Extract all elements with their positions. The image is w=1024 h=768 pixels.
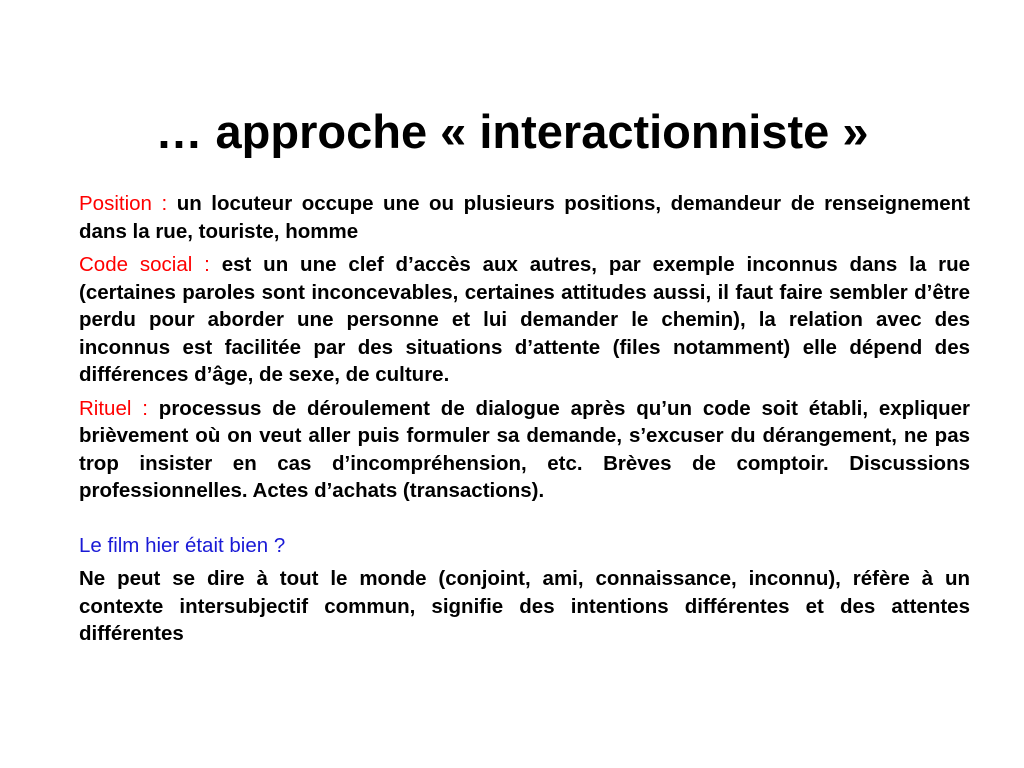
text-position: un locuteur occupe une ou plusieurs positions, demandeur de renseignement dans la rue, touriste, homme — [79, 192, 970, 243]
text-rituel: processus de déroulement de dialogue après qu’un code soit établi, expliquer brièvement où on veut aller puis formuler sa demande, s’excuser du dérangement, ne pas trop insister en cas d’incompréhension, etc. Brèves de comptoir. Discussions professionnelles. Actes d’achats (transactions). — [79, 396, 971, 502]
example-question — [79, 532, 970, 560]
label-position: Position : — [79, 192, 168, 215]
slide-title: … approche « interactionniste » — [155, 105, 869, 158]
label-code-social: Code social : — [79, 253, 210, 276]
text-code-social: est un une clef d’accès aux autres, par exemple inconnus dans la rue (certaines paroles sont inconcevables, certaines attitudes aussi, il faut faire sembler d’être perdu pour aborder une personne et lui demander le chemin), la relation avec des inconnus est facilitée par des situations d’attente (files notamment) elle dépend des différences d’âge, de sexe, de culture. — [79, 253, 971, 386]
example-explanation-text: Ne peut se dire à tout le monde (conjoint, ami, connaissance, inconnu), réfère à un contexte intersubjectif commun, signifie des intentions différentes et des attentes différentes — [79, 567, 970, 645]
slide-body — [79, 190, 970, 654]
example-explanation — [79, 565, 970, 648]
example-question-text: Le film hier était bien ? — [79, 533, 286, 557]
label-rituel: Rituel : — [79, 396, 148, 420]
paragraph-position — [79, 190, 970, 245]
paragraph-code-social — [79, 251, 970, 389]
paragraph-rituel — [79, 395, 970, 505]
